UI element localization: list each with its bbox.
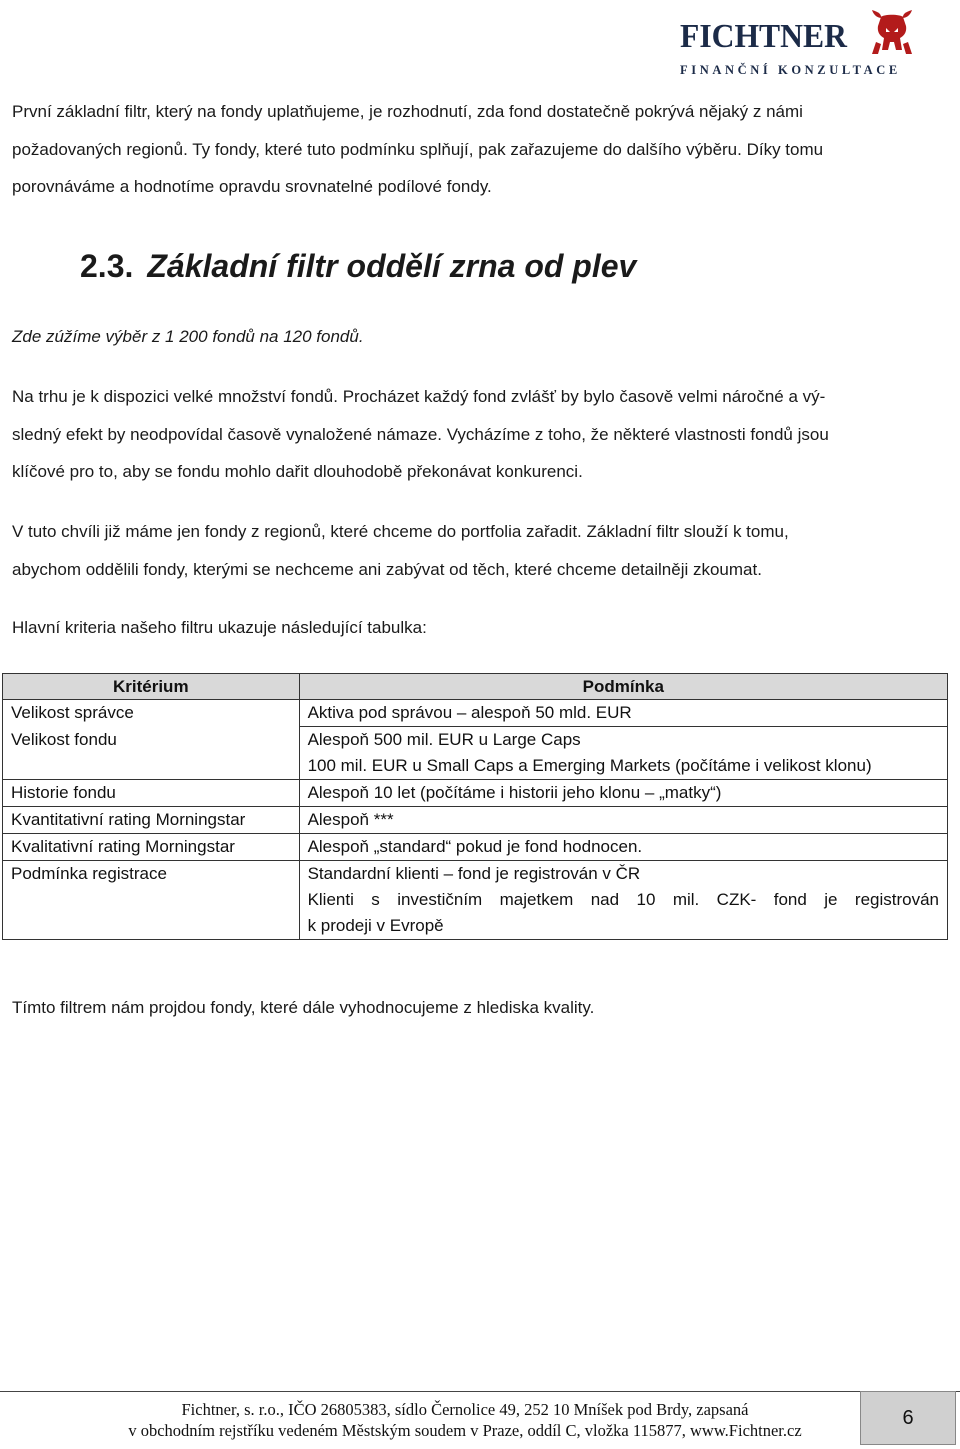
page-number: 6 [860, 1391, 956, 1445]
company-logo [676, 2, 920, 82]
condition-cell [299, 807, 947, 834]
logo-wordmark: FICHTNER [680, 18, 847, 55]
condition-cell [299, 727, 947, 780]
criterion-cell: Podmínka registrace [3, 861, 300, 940]
condition-cell [299, 780, 947, 807]
section-number: 2.3. [80, 248, 134, 284]
table-row [3, 861, 948, 940]
body-p1-line-2: sledný efekt by neodpovídal časově vynaložené námaze. Vycházíme z toho, že některé vlastnosti fondů jsou [12, 425, 829, 444]
criterion-cell: Velikost fondu [3, 727, 300, 780]
section-subtitle: Zde zúžíme výběr z 1 200 fondů na 120 fondů. [12, 327, 364, 346]
table-row [3, 727, 948, 780]
condition-text: 100 mil. EUR u Small Caps a Emerging Markets (počítáme i velikost klonu) [307, 756, 872, 775]
body-p2-line-2: abychom oddělili fondy, kterými se nechceme ani zabývat od těch, které chceme detailněji zkoumat. [12, 560, 762, 579]
table-header-row [3, 674, 948, 700]
page-footer [0, 1391, 960, 1449]
header-criterion: Kritérium [3, 674, 300, 700]
condition-text: k prodeji v Evropě [307, 916, 444, 935]
criterion-cell: Kvalitativní rating Morningstar [3, 834, 300, 861]
logo-tagline: FINANČNÍ KONZULTACE [680, 63, 901, 77]
bull-icon [866, 2, 918, 58]
header-condition: Podmínka [299, 674, 947, 700]
condition-text: Alespoň „standard“ pokud je fond hodnocen. [307, 837, 643, 856]
table-row [3, 807, 948, 834]
criterion-cell: Kvantitativní rating Morningstar [3, 807, 300, 834]
condition-text: Alespoň 10 let (počítáme i historii jeho klonu – „matky“) [307, 783, 722, 802]
footer-divider [0, 1391, 960, 1392]
footer-company-info [70, 1399, 860, 1441]
closing-text: Tímto filtrem nám projdou fondy, které dále vyhodnocujeme z hlediska kvality. [12, 998, 595, 1017]
footer-line-1: Fichtner, s. r.o., IČO 26805383, sídlo Černolice 49, 252 10 Mníšek pod Brdy, zapsaná [181, 1400, 749, 1419]
condition-text: Klienti s investičním majetkem nad 10 mil. CZK- fond je registrován [307, 890, 939, 909]
table-row [3, 834, 948, 861]
table-intro: Hlavní kriteria našeho filtru ukazuje následující tabulka: [12, 618, 427, 637]
section-title: Základní filtr oddělí zrna od plev [147, 248, 637, 284]
condition-cell [299, 834, 947, 861]
criterion-cell: Velikost správce [3, 700, 300, 727]
intro-line-2: požadovaných regionů. Ty fondy, které tuto podmínku splňují, pak zařazujeme do dalšího výběru. Díky tomu [12, 140, 824, 159]
body-p2-line-1: V tuto chvíli již máme jen fondy z regionů, které chceme do portfolia zařadit. Základní filtr slouží k tomu, [12, 522, 789, 541]
body-p1-line-3: klíčové pro to, aby se fondu mohlo dařit dlouhodobě překonávat konkurenci. [12, 462, 583, 481]
section-heading [80, 248, 636, 285]
body-p1-line-1: Na trhu je k dispozici velké množství fondů. Procházet každý fond zvlášť by bylo časově velmi náročné a vý- [12, 387, 826, 406]
table-row [3, 780, 948, 807]
condition-text: Standardní klienti – fond je registrován v ČR [307, 864, 641, 883]
footer-line-2: v obchodním rejstříku vedeném Městským soudem v Praze, oddíl C, vložka 115877, www.Fichtner.cz [128, 1421, 802, 1440]
intro-line-1: První základní filtr, který na fondy uplatňujeme, je rozhodnutí, zda fond dostatečně pokrývá nějaký z námi [12, 102, 803, 121]
condition-text: Alespoň *** [307, 810, 394, 829]
condition-text: Aktiva pod správou – alespoň 50 mld. EUR [307, 703, 632, 722]
condition-cell [299, 700, 947, 727]
condition-cell [299, 861, 947, 940]
criterion-cell: Historie fondu [3, 780, 300, 807]
condition-text: Alespoň 500 mil. EUR u Large Caps [307, 730, 581, 749]
intro-line-3: porovnáváme a hodnotíme opravdu srovnatelné podílové fondy. [12, 177, 492, 196]
table-row [3, 700, 948, 727]
criteria-table [2, 673, 948, 940]
